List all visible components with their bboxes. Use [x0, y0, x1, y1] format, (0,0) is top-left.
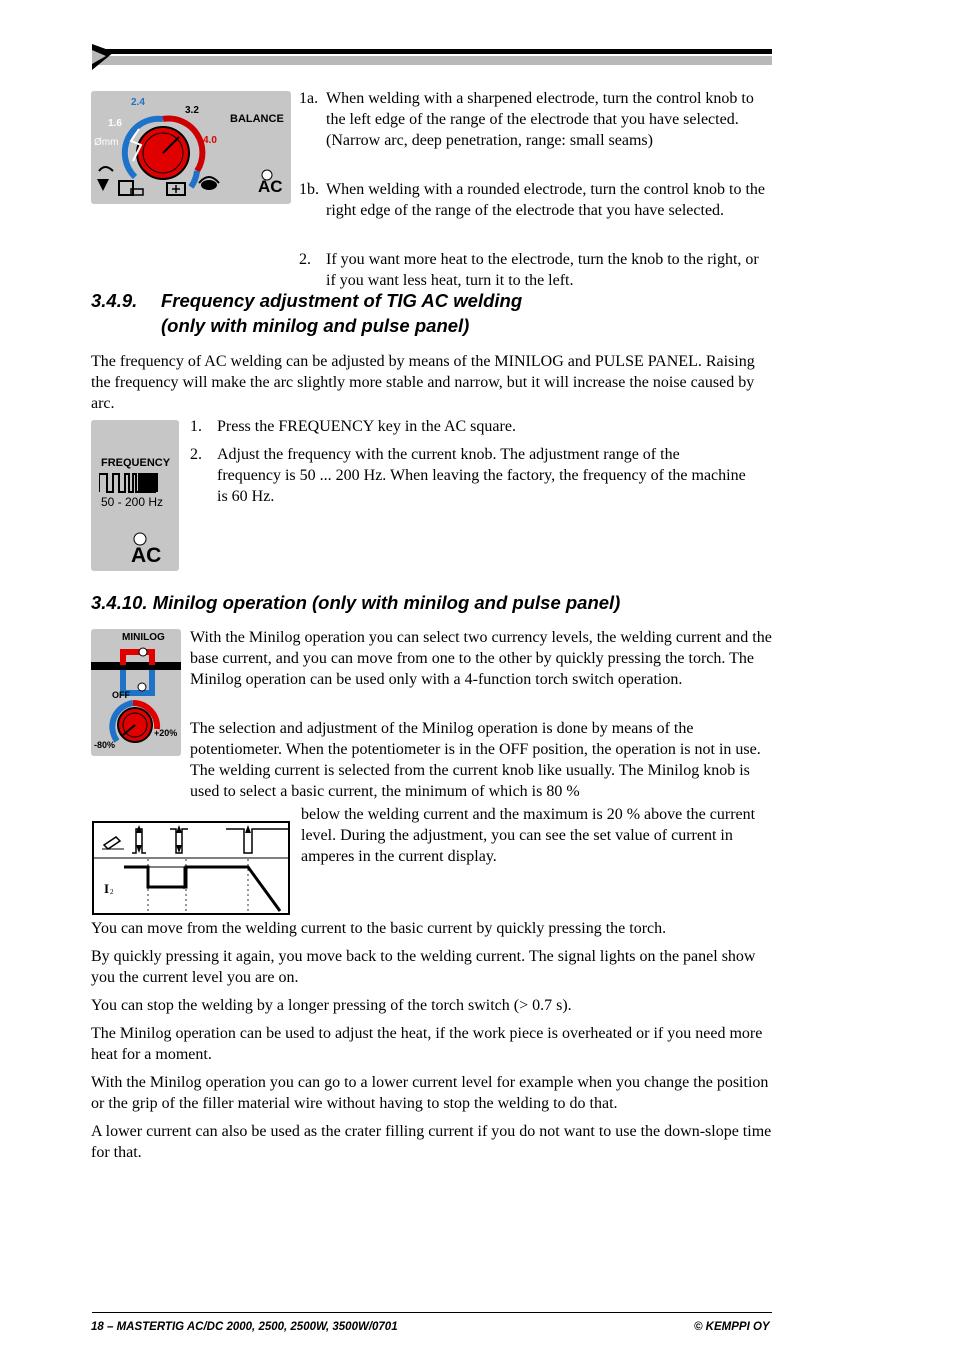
minilog-label: MINILOG — [122, 632, 165, 643]
minilog-plus-label: +20% — [154, 728, 178, 738]
frequency-range: 50 - 200 Hz — [101, 495, 164, 509]
footer-rule — [92, 1312, 772, 1313]
list-text: If you want more heat to the electrode, turn the knob to the right, or if you want less heat, turn it to the left. — [326, 251, 759, 289]
minilog-paragraph-6: The Minilog operation can be used to adjust the heat, if the work piece is overheated or if you need more heat for a moment. — [91, 1025, 763, 1063]
frequency-label: FREQUENCY — [101, 457, 171, 469]
minilog-panel — [91, 629, 181, 756]
minilog-timing-diagram — [92, 821, 290, 915]
size-label-2-4: 2.4 — [131, 97, 145, 108]
list-text: Adjust the frequency with the current knob. The adjustment range of the frequency is 50 ... 200 Hz. When leaving the factory, the frequency of the machine is 60 Hz. — [217, 446, 746, 505]
list-number: 1a. — [299, 90, 319, 107]
frequency-panel — [91, 420, 179, 571]
ac-label: AC — [258, 177, 283, 196]
list-number: 2. — [299, 251, 311, 268]
section-title-line1: Frequency adjustment of TIG AC welding — [161, 290, 523, 311]
timing-chart — [94, 823, 288, 913]
diameter-label: Ømm — [94, 137, 119, 148]
section-title-line2: (only with minilog and pulse panel) — [161, 315, 470, 336]
minilog-paragraph-8: A lower current can also be used as the crater filling current if you do not want to use the down-slope time for that. — [91, 1123, 772, 1161]
minilog-paragraph-1: With the Minilog operation you can select two currency levels, the welding current and the base current, and you can move from one to the other by quickly pressing the torch. The Minilog operation can be used only with a 4-function torch switch operation. — [190, 629, 772, 688]
size-label-3-2: 3.2 — [185, 105, 199, 116]
minilog-paragraph-2a: The selection and adjustment of the Minilog operation is done by means of the potentiometer. When the potentiometer is in the OFF position, the operation is not in use. The welding current is selected from the current knob like usually. The Minilog knob is used to select a basic current, the minimum of which is 80 % — [190, 720, 761, 800]
diagram-label-subscript: 2 — [110, 888, 114, 896]
minilog-paragraph-5: You can stop the welding by a longer pressing of the torch switch (> 0.7 s). — [91, 997, 572, 1014]
list-text: Press the FREQUENCY key in the AC square. — [217, 418, 516, 435]
section-intro: The frequency of AC welding can be adjusted by means of the MINILOG and PULSE PANEL. Raising the frequency will make the arc slightly more stable and narrow, but it will increase the noise caused by arc. — [91, 353, 755, 412]
section-number: 3.4.9. — [91, 290, 138, 311]
list-text: When welding with a sharpened electrode, turn the control knob to the left edge of the range of the electrode that you have selected. (Narrow arc, deep penetration, range: small seams) — [326, 90, 754, 149]
minilog-paragraph-3: You can move from the welding current to the basic current by quickly pressing the torch. — [91, 920, 667, 937]
header-band — [92, 56, 772, 65]
minilog-paragraph-7: With the Minilog operation you can go to a lower current level for example when you change the position or the grip of the filler material wire without having to stop the welding to do that. — [91, 1074, 769, 1112]
header-rule — [92, 49, 772, 54]
minilog-minus-label: -80% — [94, 740, 116, 750]
footer-right: © KEMPPI OY — [694, 1321, 770, 1333]
list-number: 2. — [190, 446, 202, 463]
list-number: 1b. — [299, 181, 319, 198]
section-heading-3-4-10: 3.4.10. Minilog operation (only with minilog and pulse panel) — [91, 592, 621, 613]
header-tab-icon — [92, 44, 118, 70]
size-label-4-0: 4.0 — [203, 135, 217, 146]
minilog-off-label: OFF — [112, 690, 130, 700]
balance-label: BALANCE — [230, 113, 284, 125]
balance-panel — [91, 91, 291, 204]
diagram-label-i: I — [104, 881, 110, 896]
size-label-1-6: 1.6 — [108, 118, 122, 129]
list-number: 1. — [190, 418, 202, 435]
frequency-ac-label: AC — [131, 544, 162, 567]
footer-left: 18 – MASTERTIG AC/DC 2000, 2500, 2500W, 3500W/0701 — [91, 1321, 398, 1333]
list-text: When welding with a rounded electrode, turn the control knob to the right edge of the range of the electrode that you have selected. — [326, 181, 765, 219]
minilog-paragraph-2b: below the welding current and the maximum is 20 % above the current level. During the adjustment, you can see the set value of current in amperes in the current display. — [301, 806, 756, 865]
square-wave-icon — [99, 472, 159, 494]
minilog-paragraph-4: By quickly pressing it again, you move back to the welding current. The signal lights on the panel show you the current level you are on. — [91, 948, 756, 986]
